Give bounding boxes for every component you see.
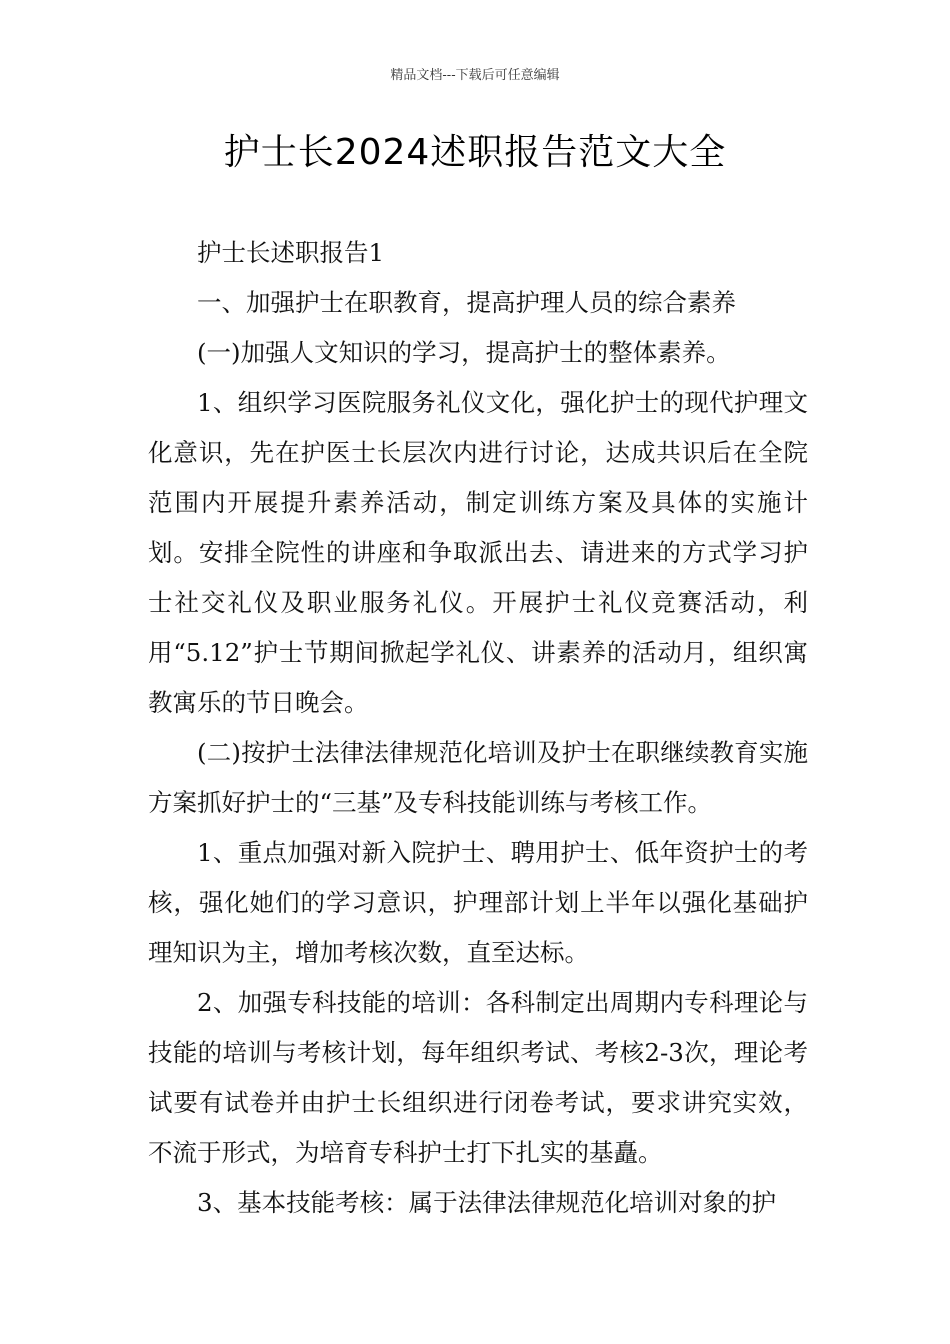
paragraph-item-2-1: 1、重点加强对新入院护士、聘用护士、低年资护士的考核，强化她们的学习意识，护理部计划上半年以强化基础护理知识为主，增加考核次数，直至达标。	[148, 838, 808, 967]
page-header-note: 精品文档---下载后可任意编辑	[390, 68, 560, 83]
paragraph-item-2-2: 2、加强专科技能的培训：各科制定出周期内专科理论与技能的培训与考核计划，每年组织考试、考核2-3次，理论考试要有试卷并由护士长组织进行闭卷考试，要求讲究实效，不流于形式，为培育专科护士打下扎实的基矗。	[148, 988, 808, 1167]
document-title: 护士长2024述职报告范文大全	[223, 132, 727, 173]
document-body	[148, 228, 808, 1228]
section-heading-report-1: 护士长述职报告1	[197, 238, 385, 267]
subsection-heading-2: (二)按护士法律法律规范化培训及护士在职继续教育实施方案抓好护士的“三基”及专科技能训练与考核工作。	[148, 738, 808, 817]
paragraph-item-2-3: 3、基本技能考核：属于法律法律规范化培训对象的护	[197, 1188, 777, 1217]
paragraph-item-1: 1、组织学习医院服务礼仪文化，强化护士的现代护理文化意识，先在护医士长层次内进行讨论，达成共识后在全院范围内开展提升素养活动，制定训练方案及具体的实施计划。安排全院性的讲座和争取派出去、请进来的方式学习护士社交礼仪及职业服务礼仪。开展护士礼仪竞赛活动，利用“5.12”护士节期间掀起学礼仪、讲素养的活动月，组织寓教寓乐的节日晚会。	[148, 388, 808, 717]
subsection-heading-1: (一)加强人文知识的学习，提高护士的整体素养。	[197, 338, 731, 367]
section-heading-part-1: 一、加强护士在职教育，提高护理人员的综合素养	[197, 288, 736, 317]
